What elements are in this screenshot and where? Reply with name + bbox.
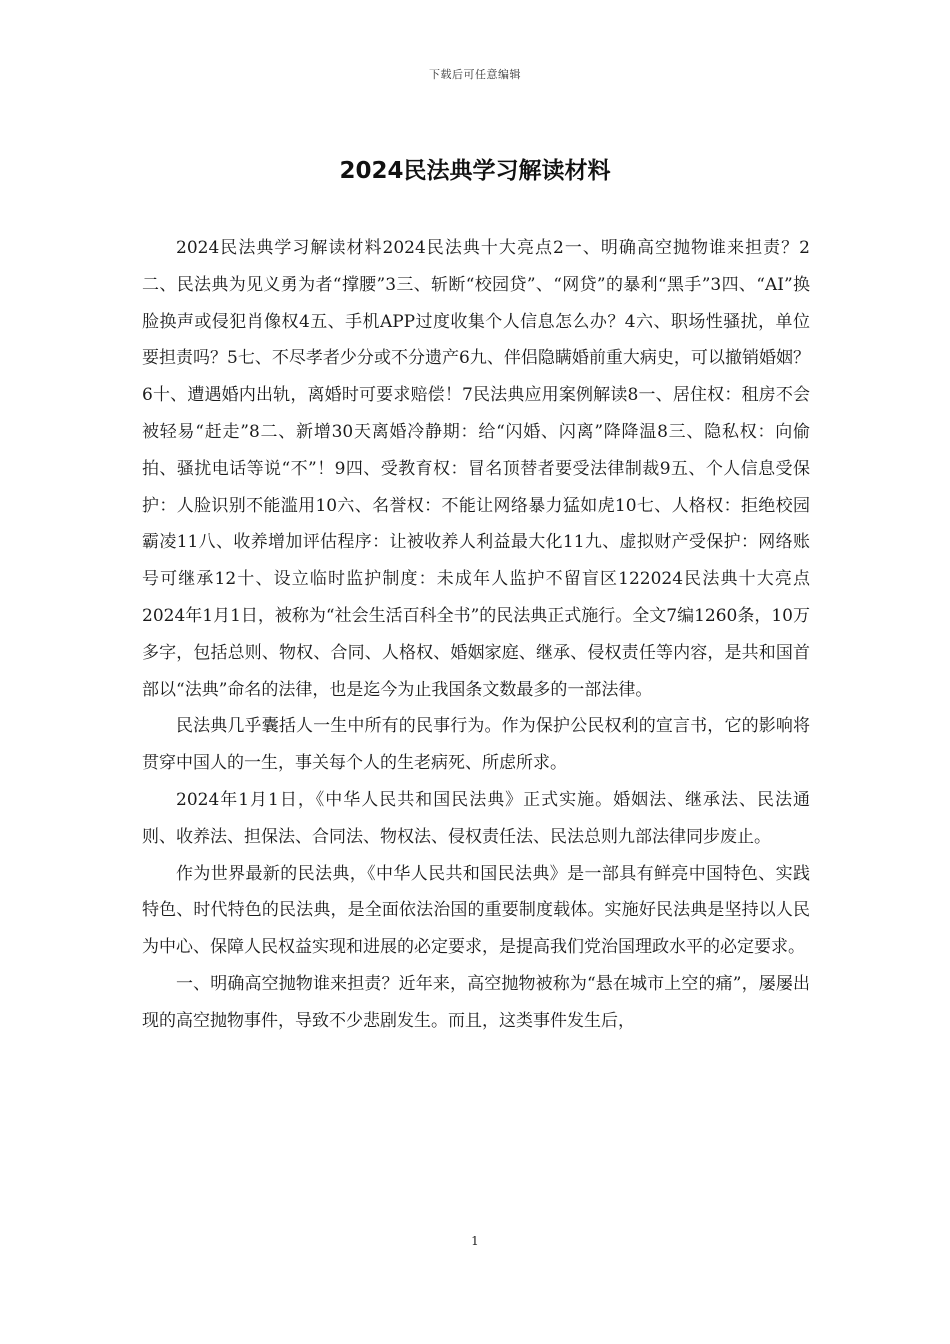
paragraph-high-altitude-objects: 一、明确高空抛物谁来担责？近年来，高空抛物被称为“悬在城市上空的痛”，屡屡出现的高空抛物事件，导致不少悲剧发生。而且，这类事件发生后， [142, 973, 810, 1031]
paragraph-civil-acts: 民法典几乎囊括人一生中所有的民事行为。作为保护公民权利的宣言书，它的影响将贯穿中国人的一生，事关每个人的生老病死、所虑所求。 [142, 716, 810, 774]
paragraph-implementation: 2024年1月1日，《中华人民共和国民法典》正式实施。婚姻法、继承法、民法通则、收养法、担保法、合同法、物权法、侵权责任法、民法总则九部法律同步废止。 [142, 789, 810, 847]
paragraph-table-of-contents: 2024民法典学习解读材料2024民法典十大亮点2一、明确高空抛物谁来担责？2二、民法典为见义勇为者“撑腰”3三、斩断“校园贷”、“网贷”的暴利“黑手”3四、“AI”换脸换声或侵犯肖像权4五、手机APP过度收集个人信息怎么办？4六、职场性骚扰，单位要担责吗？5七、不尽孝者少分或不分遗产6九、伴侣隐瞒婚前重大病史，可以撤销婚姻？6十、遭遇婚内出轨，离婚时可要求赔偿！7民法典应用案例解读8一、居住权：租房不会被轻易“赶走”8二、新增30天离婚冷静期：给“闪婚、闪离”降降温8三、隐私权：向偷拍、骚扰电话等说“不”！9四、受教育权：冒名顶替者要受法律制裁9五、个人信息受保护：人脸识别不能滥用10六、名誉权：不能让网络暴力猛如虎10七、人格权：拒绝校园霸凌11八、收养增加评估程序：让被收养人利益最大化11九、虚拟财产受保护：网络账号可继承12十、设立临时监护制度：未成年人监护不留盲区122024民法典十大亮点2024年1月1日，被称为“社会生活百科全书”的民法典正式施行。全文7编1260条，10万多字，包括总则、物权、合同、人格权、婚姻家庭、继承、侵权责任等内容，是共和国首部以“法典”命名的法律，也是迄今为止我国条文数最多的一部法律。 [142, 238, 810, 700]
page-number: 1 [471, 1234, 479, 1248]
document-title: 2024民法典学习解读材料 [339, 158, 611, 184]
paragraph-significance: 作为世界最新的民法典，《中华人民共和国民法典》是一部具有鲜亮中国特色、实践特色、时代特色的民法典，是全面依法治国的重要制度载体。实施好民法典是坚持以人民为中心、保障人民权益实现和进展的必定要求，是提高我们党治国理政水平的必定要求。 [142, 863, 810, 958]
header-note: 下载后可任意编辑 [429, 68, 521, 81]
document-body [142, 230, 810, 1040]
